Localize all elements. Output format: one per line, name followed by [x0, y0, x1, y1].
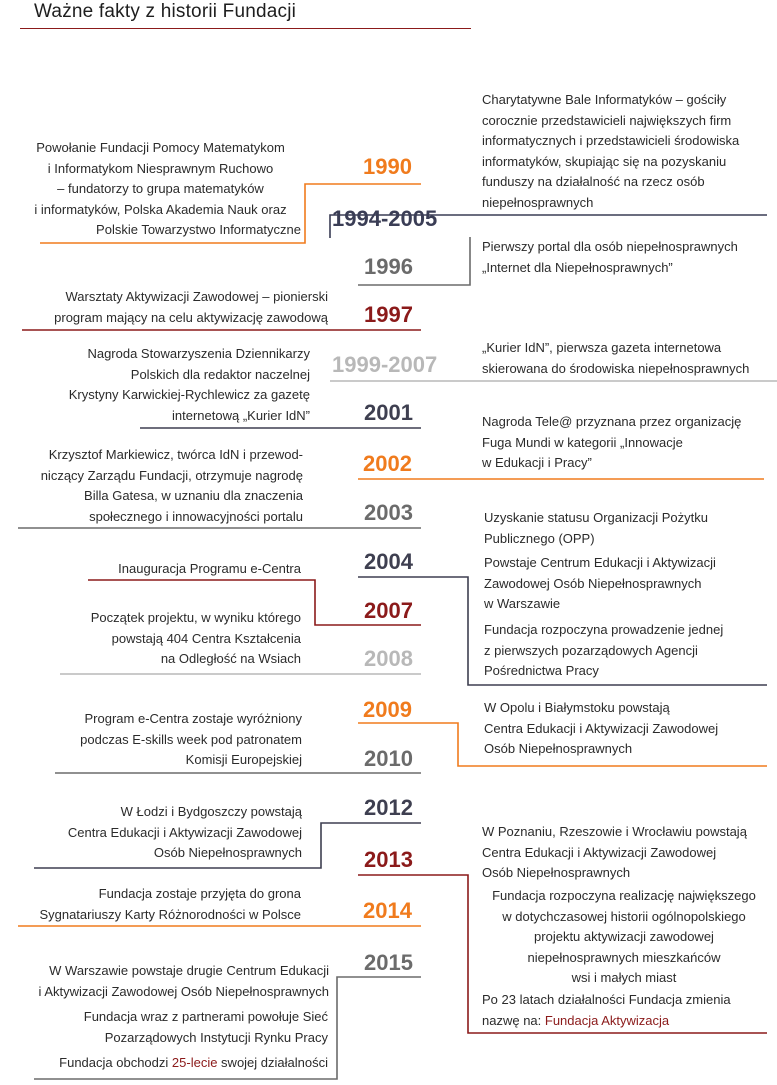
year-2012: 2012	[364, 795, 413, 820]
event-2008: Początek projektu, w wyniku którego powstają 404 Centra Kształcenia na Odległość na Wsiach	[90, 610, 301, 666]
event-2013-centra: W Poznaniu, Rzeszowie i Wrocławiu powstają Centra Edukacji i Aktywizacji Zawodowej Osób Niepełnosprawnych	[482, 824, 747, 880]
event-1999-2007: „Kurier IdN”, pierwsza gazeta internetowa skierowana do środowiska niepełnosprawnych	[482, 340, 750, 376]
event-2015-c: Fundacja obchodzi 25-lecie swojej działalności	[59, 1055, 328, 1070]
year-2010: 2010	[364, 746, 413, 771]
event-2015-a: W Warszawie powstaje drugie Centrum Edukacji i Aktywizacji Zawodowej Osób Niepełnosprawnych	[38, 963, 329, 999]
event-2015-b: Fundacja wraz z partnerami powołuje Sieć Pozarządowych Instytucji Rynku Pracy	[83, 1009, 328, 1045]
new-name-highlight: Fundacja Aktywizacja	[544, 1012, 670, 1028]
event-2014: Fundacja zostaje przyjęta do grona Sygnatariuszy Karty Różnorodności w Polsce	[39, 886, 301, 922]
event-2010: Program e-Centra zostaje wyróżniony podczas E-skills week pod patronatem Komisji Europejskiej	[80, 711, 302, 767]
event-2004-centrum: Powstaje Centrum Edukacji i Aktywizacji Zawodowej Osób Niepełnosprawnych w Warszawie	[484, 555, 716, 611]
anniversary-highlight: 25-lecie	[171, 1055, 218, 1070]
event-2012: W Łodzi i Bydgoszczy powstają Centra Edukacji i Aktywizacji Zawodowej Osób Niepełnosprawnych	[67, 804, 302, 860]
year-1999-2007: 1999-2007	[332, 352, 438, 377]
event-1996: Pierwszy portal dla osób niepełnosprawnych „Internet dla Niepełnosprawnych”	[482, 239, 738, 275]
year-2002: 2002	[363, 451, 412, 476]
year-2008: 2008	[364, 646, 413, 671]
year-2007: 2007	[364, 598, 413, 623]
event-1997: Warsztaty Aktywizacji Zawodowej – pionierski program mający na celu aktywizację zawodową	[54, 289, 328, 325]
event-2003: Krzysztof Markiewicz, twórca IdN i przewod- niczący Zarządu Fundacji, otrzymuje nagrodę Billa Gatesa, w uznaniu dla znaczenia społecznego i innowacyjności portalu	[40, 447, 303, 524]
year-1994-2005: 1994-2005	[332, 206, 438, 231]
event-2004-left: Inauguracja Programu e-Centra	[118, 561, 301, 576]
event-2009: W Opolu i Białymstoku powstają Centra Edukacji i Aktywizacji Zawodowej Osób Niepełnosprawnych	[484, 700, 719, 756]
event-2002: Nagroda Tele@ przyznana przez organizację Fuga Mundi w kategorii „Innowacje w Edukacji i Pracy”	[482, 414, 742, 470]
year-1990: 1990	[363, 154, 412, 179]
year-2003: 2003	[364, 500, 413, 525]
event-1990: Powołanie Fundacji Pomocy Matematykom i Informatykom Niesprawnym Ruchowo – fundatorzy to grupa matematyków i informatyków, Polska Akademia Nauk oraz Polskie Towarzystwo Informatyczne	[34, 140, 301, 237]
year-2009: 2009	[363, 697, 412, 722]
event-2004-agency: Fundacja rozpoczyna prowadzenie jednej z pierwszych pozarządowych Agencji Pośrednictwa Pracy	[484, 622, 724, 678]
event-2013-project: Fundacja rozpoczyna realizację największego w dotychczasowej historii ogólnopolskiego projektu aktywizacji zawodowej niepełnosprawnych mieszkańców wsi i małych miast	[492, 888, 756, 985]
year-2013: 2013	[364, 847, 413, 872]
year-1996: 1996	[364, 254, 413, 279]
event-1994-2005: Charytatywne Bale Informatyków – gościły corocznie przedstawicieli największych firm informatycznych i przedstawicieli środowiska informatyków, skupiając się na pozyskaniu funduszy na działalność na rzecz osób niepełnosprawnych	[482, 92, 740, 210]
page-title: Ważne fakty z historii Fundacji	[34, 1, 297, 22]
event-2001: Nagroda Stowarzyszenia Dziennikarzy Polskich dla redaktor naczelnej Krystyny Karwickiej-Rychlewicz za gazetę internetową „Kurier IdN”	[68, 346, 310, 423]
year-2014: 2014	[363, 898, 412, 923]
event-2004-opp: Uzyskanie statusu Organizacji Pożytku Publicznego (OPP)	[484, 510, 708, 546]
year-2001: 2001	[364, 400, 413, 425]
event-2013-rename: Po 23 latach działalności Fundacja zmienia nazwę na: Fundacja Aktywizacja	[482, 992, 731, 1028]
year-2004: 2004	[364, 549, 413, 574]
year-1997: 1997	[364, 302, 413, 327]
year-2015: 2015	[364, 950, 413, 975]
